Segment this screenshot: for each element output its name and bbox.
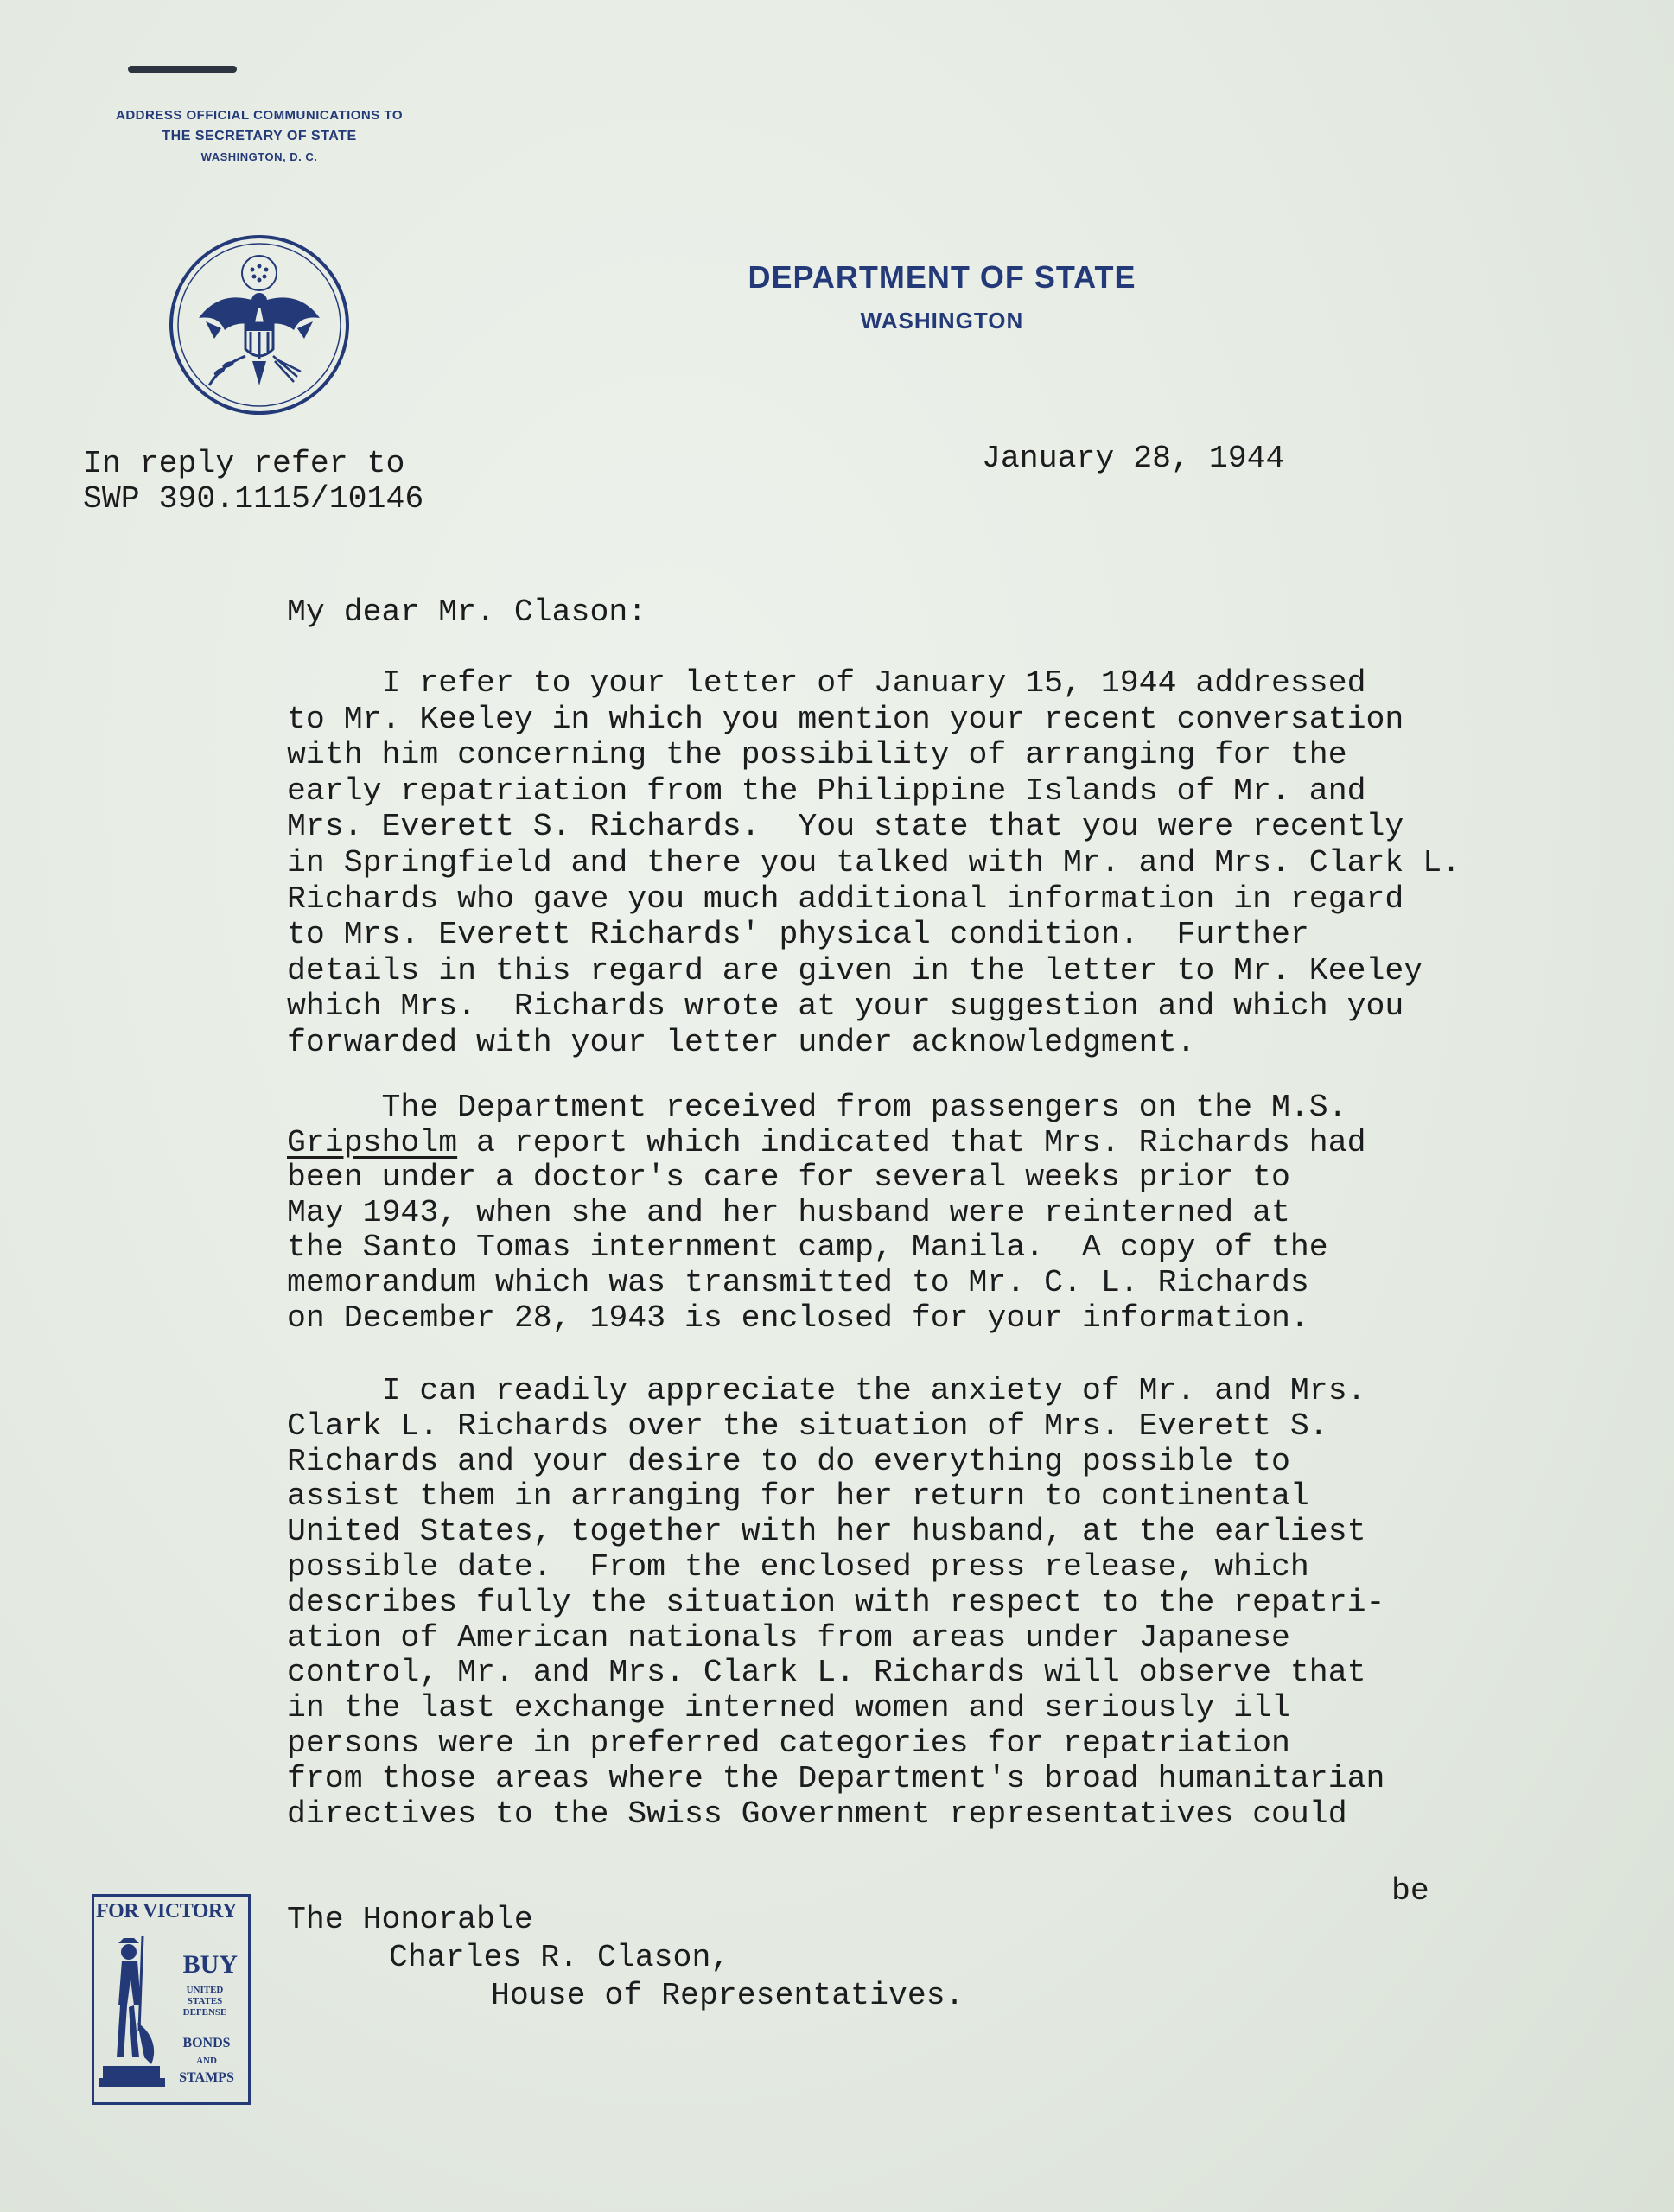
text-line — [287, 1126, 1366, 1161]
minuteman-icon — [99, 1928, 169, 2101]
address-note-line: ADDRESS OFFICIAL COMMUNICATIONS TO — [116, 108, 403, 123]
address-note-line: WASHINGTON, D. C. — [200, 150, 318, 163]
text-line: United States, together with her husband, at the earliest — [287, 1514, 1366, 1550]
staple-mark — [128, 66, 237, 73]
catchword: be — [1391, 1873, 1429, 1909]
great-seal-icon — [168, 233, 351, 416]
bonds-stamp-small-line: DEFENSE — [182, 2007, 227, 2018]
letterhead — [717, 259, 1167, 334]
department-city: WASHINGTON — [860, 308, 1024, 334]
text-line: The Department received from passengers on the M.S. — [287, 1090, 1347, 1125]
text-line: assist them in arranging for her return to continental — [287, 1478, 1309, 1515]
text-line: memorandum which was transmitted to Mr. C. L. Richards — [287, 1264, 1309, 1300]
salutation: My dear Mr. Clason: — [287, 594, 647, 630]
text-line: from those areas where the Department's broad humanitarian — [287, 1760, 1385, 1796]
paragraph-3 — [287, 1374, 1384, 1832]
text-line: details in this regard are given in the letter to Mr. Keeley — [287, 952, 1423, 988]
text-line: directives to the Swiss Government representatives could — [287, 1796, 1347, 1832]
text-line: possible date. From the enclosed press release, which — [287, 1548, 1309, 1585]
bonds-stamp-buy: BUY — [182, 1950, 238, 1979]
recipient-line: The Honorable — [287, 1902, 533, 1937]
text-line: been under a doctor's care for several weeks prior to — [287, 1160, 1290, 1196]
text-line: I can readily appreciate the anxiety of Mr. and Mrs. — [287, 1373, 1366, 1408]
text-line: forwarded with your letter under acknowledgment. — [287, 1024, 1196, 1060]
text-line: May 1943, when she and her husband were reinterned at — [287, 1194, 1290, 1230]
ship-name: Gripsholm — [287, 1124, 458, 1160]
bonds-stamp-bottom — [172, 2035, 241, 2087]
text-line: describes fully the situation with respect to the repatri- — [287, 1584, 1385, 1620]
text-line: to Mr. Keeley in which you mention your recent conversation — [287, 701, 1404, 737]
text-line: in the last exchange interned women and seriously ill — [287, 1690, 1290, 1726]
text-line: Mrs. Everett S. Richards. You state that you were recently — [287, 809, 1404, 845]
text-line: which Mrs. Richards wrote at your suggestion and which you — [287, 988, 1404, 1025]
letter-date: January 28, 1944 — [982, 441, 1285, 476]
recipient-block — [287, 1901, 964, 2015]
bonds-stamp-and: AND — [196, 2056, 217, 2066]
text-line-rest: a report which indicated that Mrs. Richards had — [457, 1124, 1366, 1160]
bonds-stamp-small-line: UNITED — [186, 1985, 224, 1995]
paragraph-2 — [287, 1090, 1366, 1336]
address-note-line: THE SECRETARY OF STATE — [162, 129, 357, 143]
bonds-stamp-top: FOR VICTORY — [96, 1900, 237, 1923]
recipient-name: Charles R. Clason, — [389, 1940, 730, 1975]
text-line: on December 28, 1943 is enclosed for your information. — [287, 1300, 1309, 1336]
address-note — [86, 105, 432, 168]
war-bonds-stamp — [92, 1894, 251, 2105]
text-line: ation of American nationals from areas under Japanese — [287, 1619, 1290, 1656]
text-line: with him concerning the possibility of arranging for the — [287, 737, 1347, 773]
bonds-stamp-small — [170, 1985, 239, 2018]
bonds-stamp-bonds: BONDS — [182, 2036, 231, 2050]
text-line: to Mrs. Everett Richards' physical condition. Further — [287, 917, 1309, 953]
text-line: in Springfield and there you talked with Mr. and Mrs. Clark L. — [287, 844, 1461, 880]
text-line: Richards and your desire to do everything possible to — [287, 1443, 1290, 1479]
recipient-office: House of Representatives. — [491, 1978, 964, 2013]
reference-number: SWP 390.1115/10146 — [83, 481, 424, 517]
text-line: early repatriation from the Philippine Islands of Mr. and — [287, 772, 1366, 809]
text-line: Richards who gave you much additional information in regard — [287, 880, 1404, 917]
text-line: control, Mr. and Mrs. Clark L. Richards will observe that — [287, 1655, 1366, 1691]
reference-line: In reply refer to — [83, 446, 405, 481]
bonds-stamp-stamps: STAMPS — [179, 2070, 234, 2085]
text-line: persons were in preferred categories for repatriation — [287, 1725, 1290, 1761]
bonds-stamp-small-line: STATES — [187, 1996, 223, 2006]
reference-block — [83, 446, 423, 517]
text-line: the Santo Tomas internment camp, Manila. A copy of the — [287, 1230, 1328, 1266]
text-line: Clark L. Richards over the situation of Mrs. Everett S. — [287, 1408, 1328, 1444]
text-line: I refer to your letter of January 15, 1944 addressed — [287, 665, 1366, 701]
paragraph-1 — [287, 665, 1461, 1061]
department-title: DEPARTMENT OF STATE — [748, 259, 1136, 295]
